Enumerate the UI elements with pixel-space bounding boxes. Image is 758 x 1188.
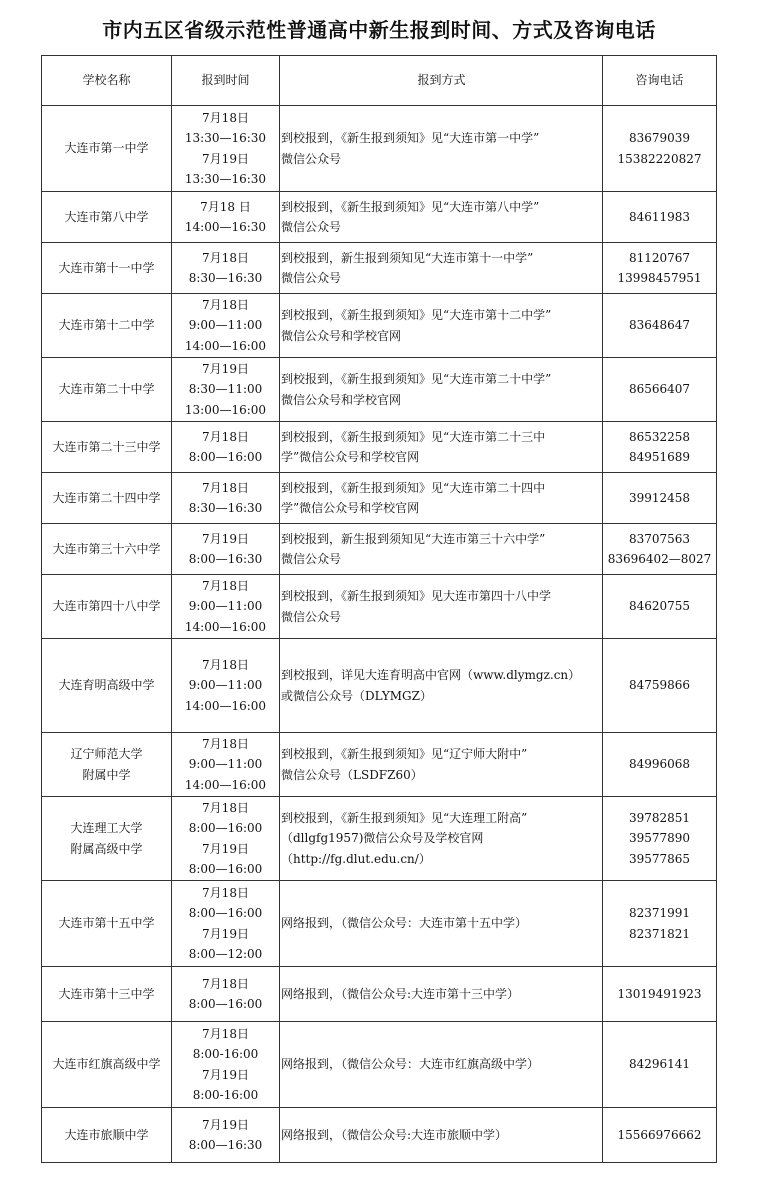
school-name: 大连市旅顺中学	[42, 1108, 172, 1163]
table-row	[42, 733, 717, 797]
table-row	[42, 639, 717, 733]
registration-time: 7月18日 8:00-16:00 7月19日 8:00-16:00	[172, 1022, 280, 1108]
school-name: 大连市第三十六中学	[42, 524, 172, 575]
registration-time: 7月18日 13:30—16:30 7月19日 13:30—16:30	[172, 106, 280, 192]
table-row	[42, 524, 717, 575]
header-time: 报到时间	[172, 56, 280, 106]
registration-time: 7月18日 9:00—11:00 14:00—16:00	[172, 639, 280, 733]
contact-phone: 84759866	[603, 639, 717, 733]
school-name: 辽宁师范大学 附属中学	[42, 733, 172, 797]
school-name: 大连市第二十四中学	[42, 473, 172, 524]
school-name: 大连市第十五中学	[42, 881, 172, 967]
contact-phone: 39912458	[603, 473, 717, 524]
contact-phone: 82371991 82371821	[603, 881, 717, 967]
contact-phone: 86566407	[603, 358, 717, 422]
registration-method: 到校报到，《新生报到须知》见“大连市第一中学” 微信公众号	[280, 106, 603, 192]
contact-phone: 83679039 15382220827	[603, 106, 717, 192]
contact-phone: 84611983	[603, 192, 717, 243]
school-name: 大连市第二十三中学	[42, 422, 172, 473]
school-name: 大连市红旗高级中学	[42, 1022, 172, 1108]
school-name: 大连市第一中学	[42, 106, 172, 192]
school-name: 大连育明高级中学	[42, 639, 172, 733]
registration-time: 7月18日 8:30—16:30	[172, 243, 280, 294]
registration-method: 到校报到，新生报到须知见“大连市第十一中学” 微信公众号	[280, 243, 603, 294]
registration-method: 到校报到，《新生报到须知》见“大连市第八中学” 微信公众号	[280, 192, 603, 243]
table-row	[42, 192, 717, 243]
registration-method: 到校报到，《新生报到须知》见“大连市第十二中学” 微信公众号和学校官网	[280, 294, 603, 358]
table-row	[42, 575, 717, 639]
registration-method: 网络报到，（微信公众号:大连市旅顺中学）	[280, 1108, 603, 1163]
registration-method: 到校报到，新生报到须知见“大连市第三十六中学” 微信公众号	[280, 524, 603, 575]
registration-method: 网络报到，（微信公众号:大连市第十三中学）	[280, 967, 603, 1022]
school-name: 大连理工大学 附属高级中学	[42, 797, 172, 881]
contact-phone: 86532258 84951689	[603, 422, 717, 473]
table-row	[42, 1022, 717, 1108]
table-row	[42, 358, 717, 422]
table-row	[42, 422, 717, 473]
registration-table	[41, 55, 717, 1163]
table-row	[42, 797, 717, 881]
contact-phone: 84296141	[603, 1022, 717, 1108]
school-name: 大连市第十二中学	[42, 294, 172, 358]
page-title: 市内五区省级示范性普通高中新生报到时间、方式及咨询电话	[102, 18, 656, 42]
school-name: 大连市第十一中学	[42, 243, 172, 294]
registration-method: 到校报到，《新生报到须知》见大连市第四十八中学 微信公众号	[280, 575, 603, 639]
table-row	[42, 243, 717, 294]
registration-time: 7月19日 8:00—16:30	[172, 1108, 280, 1163]
registration-method: 到校报到，详见大连育明高中官网（www.dlymgz.cn） 或微信公众号（DLYMGZ）	[280, 639, 603, 733]
table-row	[42, 967, 717, 1022]
school-name: 大连市第十三中学	[42, 967, 172, 1022]
registration-method: 到校报到，《新生报到须知》见“辽宁师大附中” 微信公众号（LSDFZ60）	[280, 733, 603, 797]
header-row	[42, 56, 717, 106]
header-school: 学校名称	[42, 56, 172, 106]
registration-method: 到校报到，《新生报到须知》见“大连市第二十中学” 微信公众号和学校官网	[280, 358, 603, 422]
contact-phone: 15566976662	[603, 1108, 717, 1163]
table-row	[42, 106, 717, 192]
registration-time: 7月18日 8:00—16:00	[172, 422, 280, 473]
contact-phone: 81120767 13998457951	[603, 243, 717, 294]
school-name: 大连市第二十中学	[42, 358, 172, 422]
registration-time: 7月18日 8:00—16:00	[172, 967, 280, 1022]
registration-method: 网络报到，（微信公众号：大连市红旗高级中学）	[280, 1022, 603, 1108]
registration-method: 到校报到，《新生报到须知》见“大连市第二十四中 学”微信公众号和学校官网	[280, 473, 603, 524]
contact-phone: 84996068	[603, 733, 717, 797]
registration-time: 7月18日 8:00—16:00 7月19日 8:00—16:00	[172, 797, 280, 881]
contact-phone: 39782851 39577890 39577865	[603, 797, 717, 881]
registration-method: 到校报到，《新生报到须知》见“大连市第二十三中 学”微信公众号和学校官网	[280, 422, 603, 473]
header-phone: 咨询电话	[603, 56, 717, 106]
contact-phone: 83648647	[603, 294, 717, 358]
table-row	[42, 881, 717, 967]
registration-time: 7月18 日 14:00—16:30	[172, 192, 280, 243]
header-method: 报到方式	[280, 56, 603, 106]
registration-time: 7月18日 8:00—16:00 7月19日 8:00—12:00	[172, 881, 280, 967]
registration-method: 到校报到，《新生报到须知》见“大连理工附高” （dllgfg1957)微信公众号及学校官网 （http://fg.dlut.edu.cn/）	[280, 797, 603, 881]
table-row	[42, 294, 717, 358]
contact-phone: 13019491923	[603, 967, 717, 1022]
registration-time: 7月18日 9:00—11:00 14:00—16:00	[172, 733, 280, 797]
school-name: 大连市第四十八中学	[42, 575, 172, 639]
registration-time: 7月18日 9:00—11:00 14:00—16:00	[172, 575, 280, 639]
registration-time: 7月19日 8:00—16:30	[172, 524, 280, 575]
registration-time: 7月18日 9:00—11:00 14:00—16:00	[172, 294, 280, 358]
registration-time: 7月18日 8:30—16:30	[172, 473, 280, 524]
registration-method: 网络报到，（微信公众号：大连市第十五中学）	[280, 881, 603, 967]
contact-phone: 84620755	[603, 575, 717, 639]
table-row	[42, 1108, 717, 1163]
table-row	[42, 473, 717, 524]
registration-time: 7月19日 8:30—11:00 13:00—16:00	[172, 358, 280, 422]
contact-phone: 83707563 83696402—8027	[603, 524, 717, 575]
school-name: 大连市第八中学	[42, 192, 172, 243]
